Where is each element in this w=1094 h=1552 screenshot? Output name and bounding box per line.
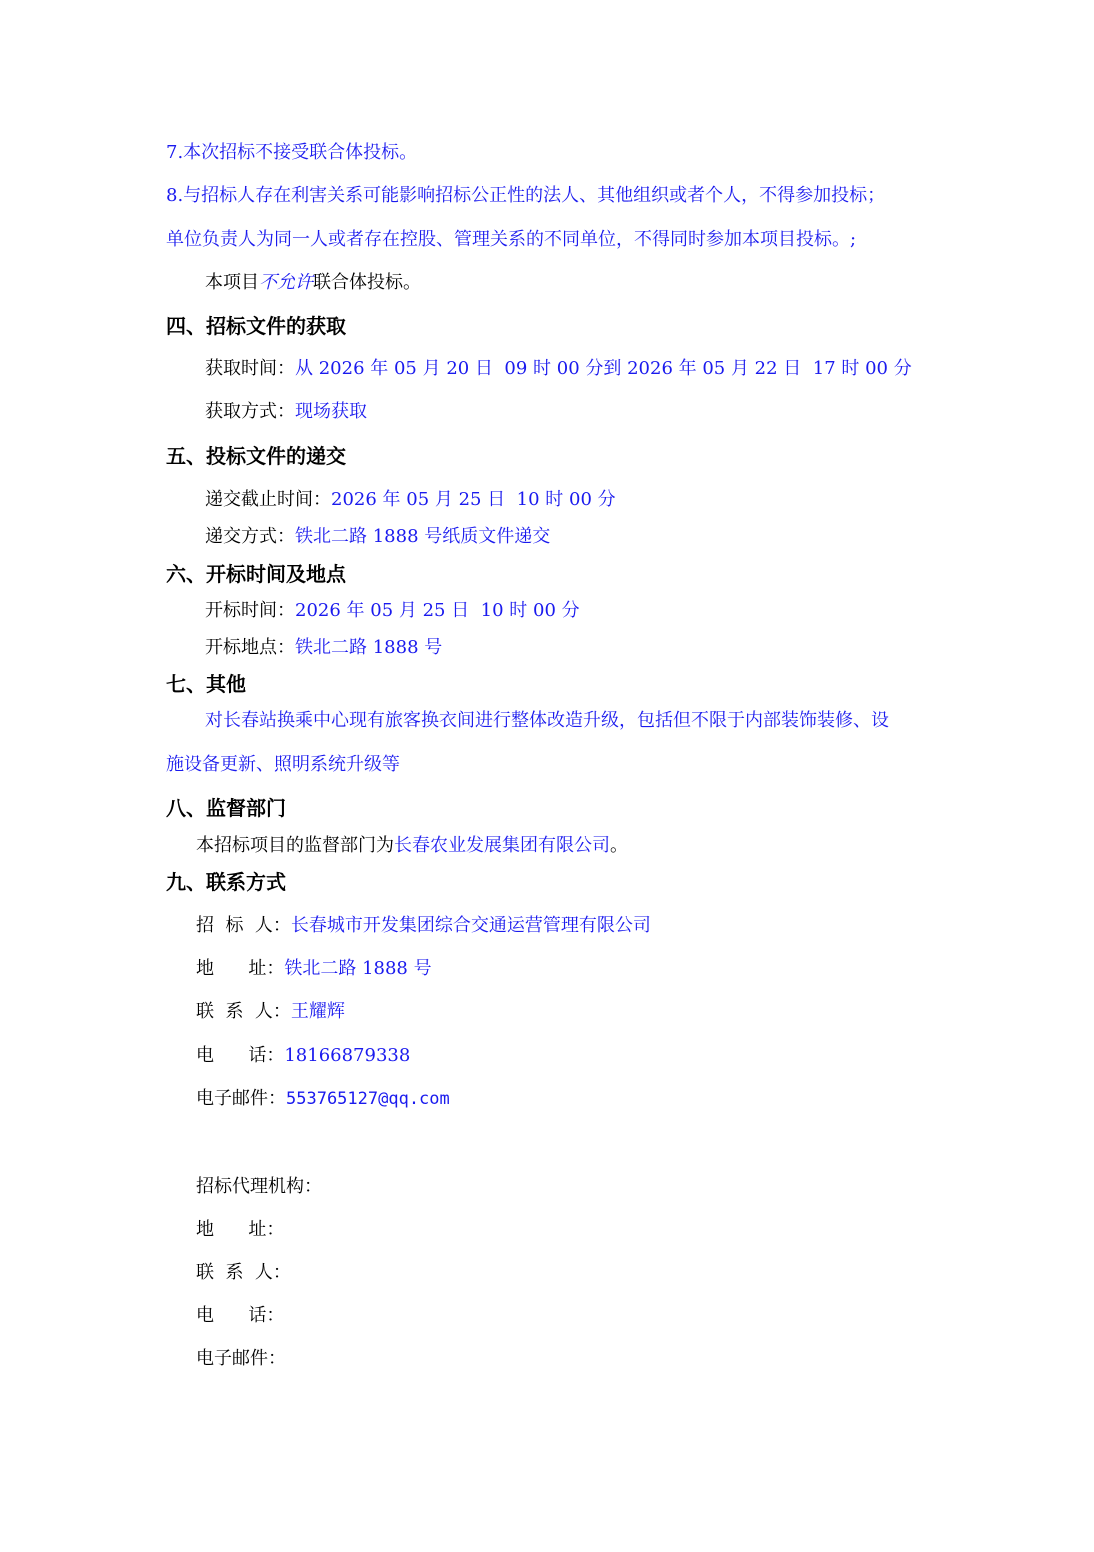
acquire-time-value: 从 2026 年 05 月 20 日 09 时 00 分到 2026 年 05 月 22 日 17 时 00 分 xyxy=(295,358,912,379)
submit-method xyxy=(205,525,550,549)
supervision-prefix: 本招标项目的监督部门为 xyxy=(196,835,394,856)
acquire-time-label: 获取时间： xyxy=(205,358,295,379)
opening-place-value: 铁北二路 1888 号 xyxy=(295,637,443,658)
agency-email-label: 电子邮件： xyxy=(196,1348,286,1369)
section-4-heading: 四、招标文件的获取 xyxy=(166,314,346,338)
consortium-prefix: 本项目 xyxy=(205,272,259,293)
agency-address-label: 地 址： xyxy=(196,1219,285,1240)
tenderer-value: 长春城市开发集团综合交通运营管理有限公司 xyxy=(290,915,651,936)
supervision-statement xyxy=(196,834,628,858)
section-8-heading: 八、监督部门 xyxy=(166,796,286,820)
item-8-line-1: 8.与招标人存在利害关系可能影响招标公正性的法人、其他组织或者个人，不得参加投标； xyxy=(166,185,886,206)
submit-deadline-label: 递交截止时间： xyxy=(205,489,331,510)
submit-method-value: 铁北二路 1888 号纸质文件递交 xyxy=(295,526,551,547)
opening-time-label: 开标时间： xyxy=(205,600,295,621)
phone-value: 18166879338 xyxy=(284,1045,411,1066)
address-row xyxy=(196,957,432,981)
consortium-value: 不允许 xyxy=(259,272,313,293)
acquire-method-value: 现场获取 xyxy=(295,401,367,422)
acquire-method xyxy=(205,400,367,424)
email-label: 电子邮件： xyxy=(196,1088,286,1109)
opening-time xyxy=(205,599,580,623)
email-row xyxy=(196,1087,450,1111)
submit-method-label: 递交方式： xyxy=(205,526,295,547)
opening-place-label: 开标地点： xyxy=(205,637,295,658)
section-5-heading: 五、投标文件的递交 xyxy=(166,444,346,468)
contact-row xyxy=(196,1000,345,1024)
address-label: 地 址： xyxy=(196,958,285,979)
acquire-method-label: 获取方式： xyxy=(205,401,295,422)
consortium-statement xyxy=(205,271,421,295)
section-9-heading: 九、联系方式 xyxy=(166,870,286,894)
submit-deadline xyxy=(205,488,616,512)
opening-place xyxy=(205,636,442,660)
other-line-1: 对长春站换乘中心现有旅客换衣间进行整体改造升级，包括但不限于内部装饰装修、设 xyxy=(205,710,889,731)
tenderer-row xyxy=(196,914,651,938)
email-value: 553765127@qq.com xyxy=(286,1089,450,1109)
phone-label: 电 话： xyxy=(196,1045,285,1066)
opening-time-value: 2026 年 05 月 25 日 10 时 00 分 xyxy=(295,600,580,621)
agency-contact-label: 联 系 人： xyxy=(196,1262,291,1283)
section-7-heading: 七、其他 xyxy=(166,672,246,696)
agency-label: 招标代理机构： xyxy=(196,1176,322,1197)
contact-value: 王耀辉 xyxy=(290,1001,345,1022)
consortium-suffix: 联合体投标。 xyxy=(313,272,421,293)
agency-phone-label: 电 话： xyxy=(196,1305,285,1326)
other-line-2: 施设备更新、照明系统升级等 xyxy=(166,754,400,775)
supervision-value: 长春农业发展集团有限公司 xyxy=(394,835,610,856)
supervision-suffix: 。 xyxy=(610,835,628,856)
item-8-line-2: 单位负责人为同一人或者存在控股、管理关系的不同单位，不得同时参加本项目投标。; xyxy=(166,229,857,250)
contact-label: 联 系 人： xyxy=(196,1001,291,1022)
item-7: 7.本次招标不接受联合体投标。 xyxy=(166,142,418,163)
address-value: 铁北二路 1888 号 xyxy=(284,958,432,979)
submit-deadline-value: 2026 年 05 月 25 日 10 时 00 分 xyxy=(331,489,616,510)
tenderer-label: 招 标 人： xyxy=(196,915,291,936)
acquire-time xyxy=(205,357,912,381)
phone-row xyxy=(196,1044,410,1068)
section-6-heading: 六、开标时间及地点 xyxy=(166,562,346,586)
